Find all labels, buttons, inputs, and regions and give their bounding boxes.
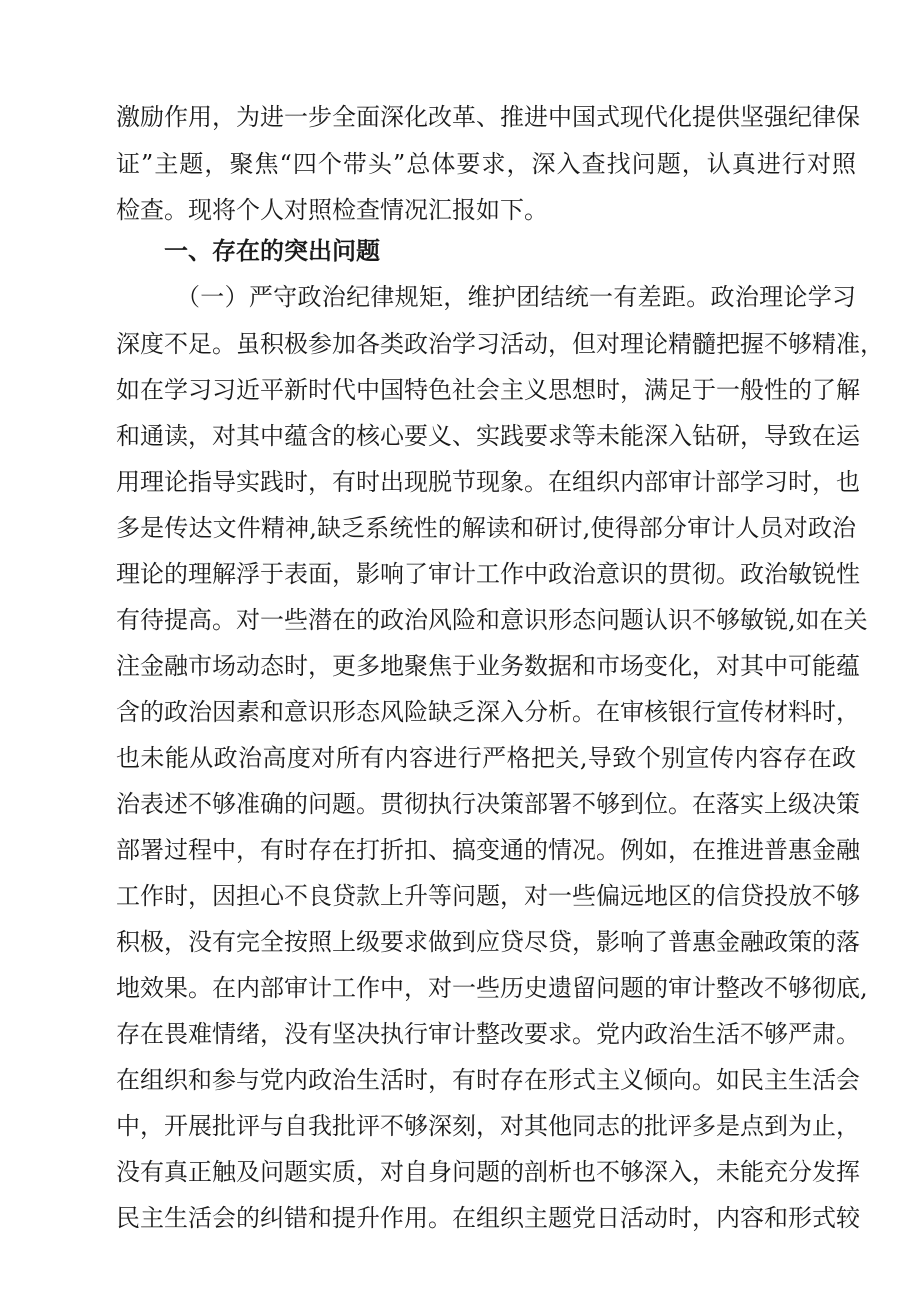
- paragraph-line: 地效果。在内部审计工作中，对一些历史遗留问题的审计整改不够彻底,: [116, 974, 868, 1002]
- paragraph-line: 激励作用，为进一步全面深化改革、推进中国式现代化提供坚强纪律保: [116, 103, 860, 131]
- paragraph-line: 证”主题，聚焦“四个带头”总体要求，深入查找问题，认真进行对照: [116, 150, 856, 178]
- paragraph-line: 多是传达文件精神,缺乏系统性的解读和研讨,使得部分审计人员对政治: [116, 514, 856, 542]
- paragraph-line: 有待提高。对一些潜在的政治风险和意识形态问题认识不够敏锐,如在关: [116, 606, 868, 634]
- paragraph-line: 检查。现将个人对照检查情况汇报如下。: [116, 196, 548, 224]
- section-heading: 一、存在的突出问题: [164, 237, 380, 265]
- paragraph-line: 部署过程中，有时存在打折扣、搞变通的情况。例如，在推进普惠金融: [116, 836, 860, 864]
- paragraph-line: 和通读，对其中蕴含的核心要义、实践要求等未能深入钻研，导致在运: [116, 422, 860, 450]
- paragraph-line: 存在畏难情绪，没有坚决执行审计整改要求。党内政治生活不够严肃。: [116, 1020, 860, 1048]
- paragraph-line: 积极，没有完全按照上级要求做到应贷尽贷，影响了普惠金融政策的落: [116, 928, 860, 956]
- paragraph-line: 也未能从政治高度对所有内容进行严格把关,导致个别宣传内容存在政: [116, 744, 856, 772]
- paragraph-line: 工作时，因担心不良贷款上升等问题，对一些偏远地区的信贷投放不够: [116, 882, 860, 910]
- paragraph-line: 在组织和参与党内政治生活时，有时存在形式主义倾向。如民主生活会: [116, 1066, 860, 1094]
- paragraph-line: 用理论指导实践时，有时出现脱节现象。在组织内部审计部学习时，也: [116, 468, 860, 496]
- paragraph-line: （一）严守政治纪律规矩，维护团结统一有差距。政治理论学习: [176, 283, 856, 311]
- paragraph-line: 民主生活会的纠错和提升作用。在组织主题党日活动时，内容和形式较: [116, 1204, 860, 1232]
- paragraph-line: 含的政治因素和意识形态风险缺乏深入分析。在审核银行宣传材料时，: [116, 698, 860, 726]
- paragraph-line: 注金融市场动态时，更多地聚焦于业务数据和市场变化，对其中可能蕴: [116, 652, 860, 680]
- paragraph-line: 中，开展批评与自我批评不够深刻，对其他同志的批评多是点到为止，: [116, 1112, 860, 1140]
- paragraph-line: 没有真正触及问题实质，对自身问题的剖析也不够深入，未能充分发挥: [116, 1158, 860, 1186]
- paragraph-line: 如在学习习近平新时代中国特色社会主义思想时，满足于一般性的了解: [116, 376, 860, 404]
- paragraph-line: 深度不足。虽积极参加各类政治学习活动，但对理论精髓把握不够精准，: [116, 330, 884, 358]
- paragraph-line: 理论的理解浮于表面，影响了审计工作中政治意识的贯彻。政治敏锐性: [116, 560, 860, 588]
- paragraph-line: 治表述不够准确的问题。贯彻执行决策部署不够到位。在落实上级决策: [116, 790, 860, 818]
